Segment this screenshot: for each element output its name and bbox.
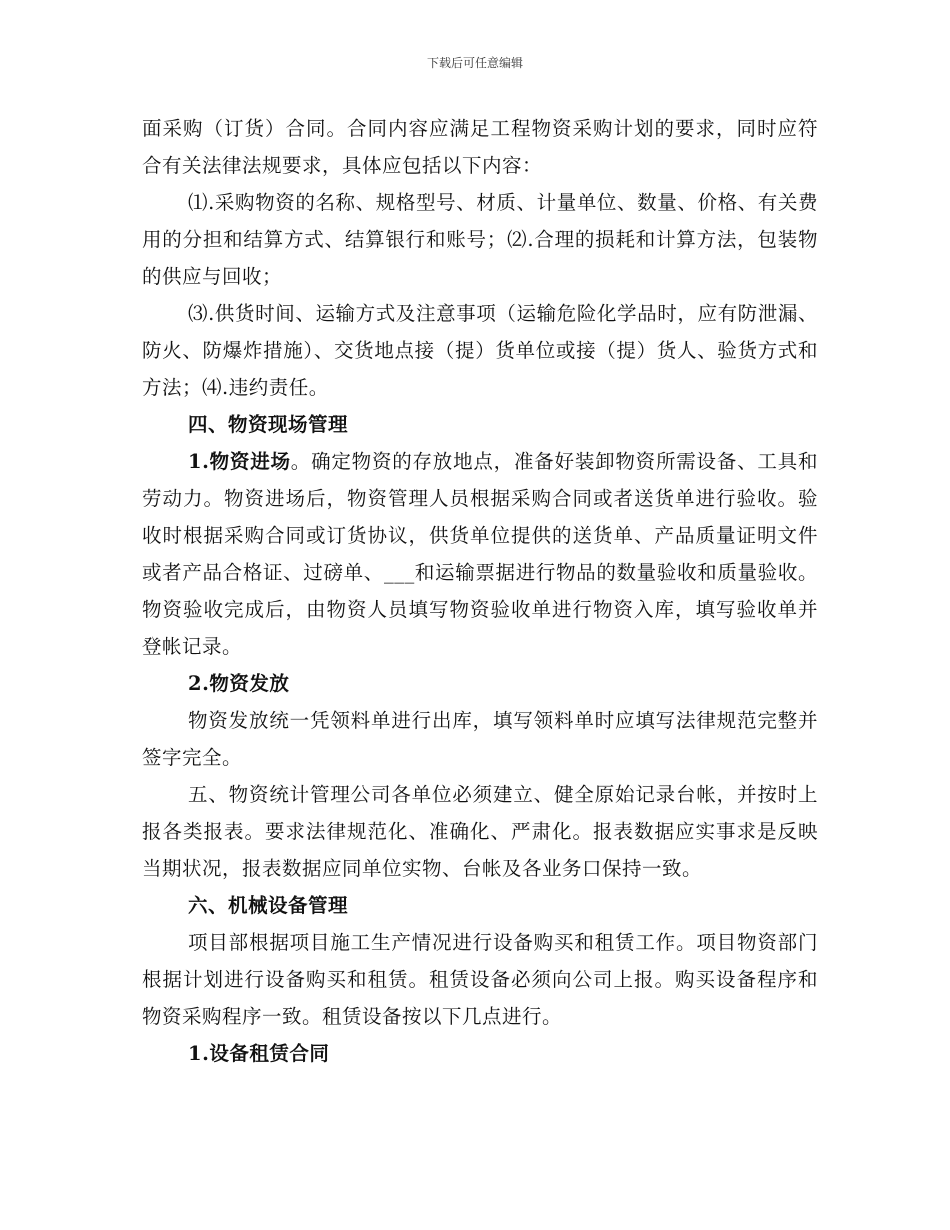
paragraph-equipment-management: 项目部根据项目施工生产情况进行设备购买和租赁工作。项目物资部门根据计划进行设备购买和租赁。租赁设备必须向公司上报。购买设备程序和物资采购程序一致。租赁设备按以下几点进行。 [142,931,818,1028]
subheading-material-issue: 2.物资发放 [188,672,290,695]
paragraph-material-entry [142,443,818,665]
paragraph-material-issue: 物资发放统一凭领料单进行出库，填写领料单时应填写法律规范完整并签字完全。 [142,709,818,769]
section-heading-site-management: 四、物资现场管理 [188,413,349,436]
material-entry-body: 。确定物资的存放地点，准备好装卸物资所需设备、工具和劳动力。物资进场后，物资管理人员根据采购合同或者送货单进行验收。验收时根据采购合同或订货协议，供货单位提供的送货单、产品质量证明文件或者产品合格证、过磅单、___和运输票据进行物品的数量验收和质量验收。物资验收完成后，由物资人员填写物资验收单进行物资入库，填写验收单并登帐记录。 [142,450,818,658]
paragraph-statistics-management: 五、物资统计管理公司各单位必须建立、健全原始记录台帐，并按时上报各类报表。要求法律规范化、准确化、严肃化。报表数据应实事求是反映当期状况，报表数据应同单位实物、台帐及各业务口保持一致。 [142,783,818,880]
page-header: 下载后可任意编辑 [426,56,523,70]
section-heading-equipment-management: 六、机械设备管理 [188,894,349,917]
paragraph-contract-intro: 面采购（订货）合同。合同内容应满足工程物资采购计划的要求，同时应符合有关法律法规要求，具体应包括以下内容： [142,117,818,177]
material-entry-lead: 1.物资进场 [188,450,291,473]
document-body [142,110,818,1072]
paragraph-contract-items-1: ⑴.采购物资的名称、规格型号、材质、计量单位、数量、价格、有关费用的分担和结算方式、结算银行和账号；⑵.合理的损耗和计算方法，包装物的供应与回收； [142,191,818,288]
paragraph-contract-items-2: ⑶.供货时间、运输方式及注意事项（运输危险化学品时，应有防泄漏、防火、防爆炸措施）、交货地点接（提）货单位或接（提）货人、验货方式和方法；⑷.违约责任。 [142,302,818,399]
subheading-equipment-lease-contract: 1.设备租赁合同 [188,1042,330,1065]
